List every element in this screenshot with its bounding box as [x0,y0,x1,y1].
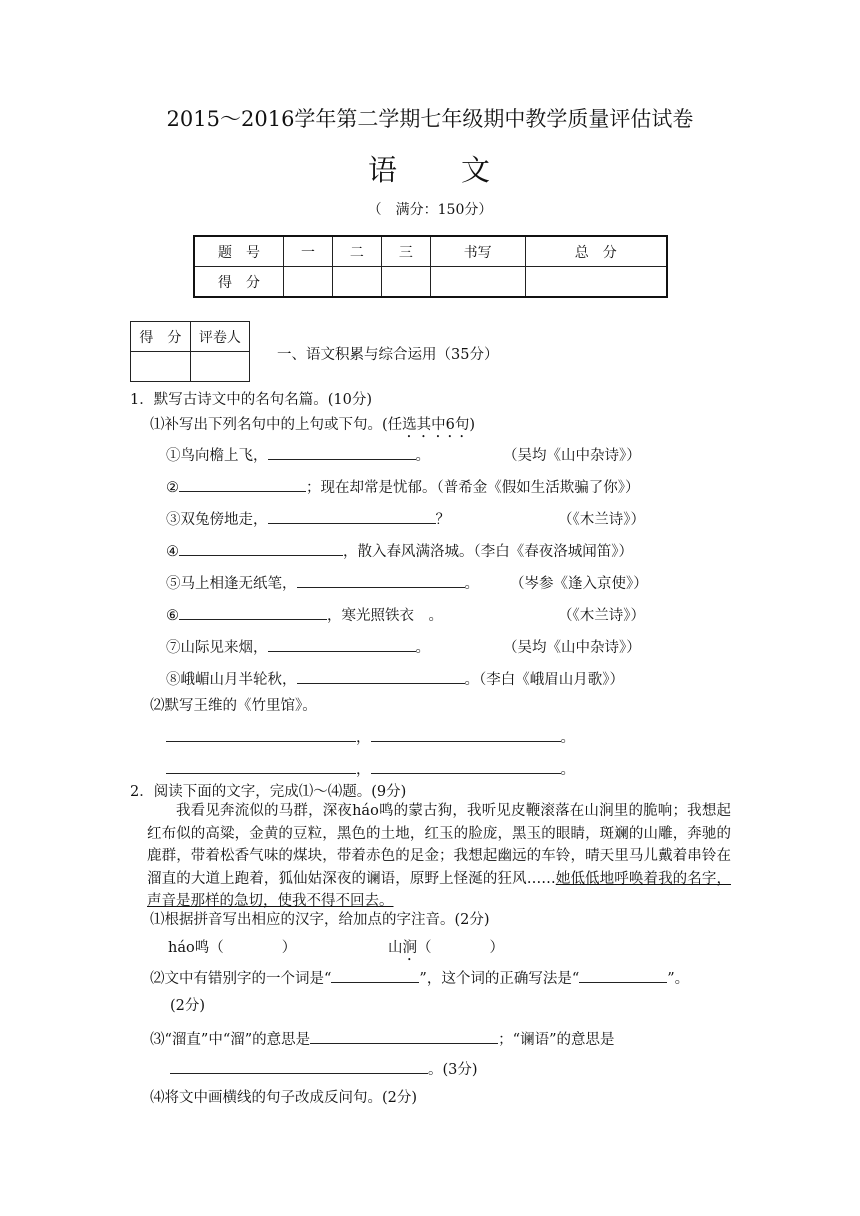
q2-stem: 2．阅读下面的文字，完成⑴～⑷题。(9分) [130,784,407,800]
q2-sub4: ⑷将文中画横线的句子改成反问句。(2分) [150,1090,418,1106]
answer-blank[interactable] [179,541,343,556]
pinyin-answer-box: （ ） [417,940,504,956]
answer-blank[interactable] [268,509,436,524]
answer-blank[interactable] [166,759,356,774]
dotted-char: 涧 [402,940,417,956]
item-text: ④ [166,544,179,560]
q2-sub2 [150,967,689,988]
item-punct: ？ [435,512,450,528]
grader-name-cell[interactable] [190,352,249,382]
q2-sub2-text: ”，这个词的正确写法是“ [419,971,580,987]
poem-comma: ， [356,730,371,746]
answer-blank[interactable] [268,445,416,460]
score-table-header-cell: 二 [332,236,381,267]
item-text: ② [166,480,179,496]
full-mark-note: （ 满分：150分） [367,202,493,218]
answer-blank[interactable] [371,727,561,742]
answer-blank[interactable] [297,669,465,684]
score-table-score-row [194,267,667,298]
score-cell[interactable] [430,267,525,298]
score-table-header-cell: 三 [381,236,430,267]
q2-sub3-cont [170,1058,478,1079]
item-punct: 。 [415,640,430,656]
score-table-header-cell: 题 号 [194,236,284,267]
answer-blank[interactable] [297,573,465,588]
q2-sub1-blank-a[interactable]: háo鸣（ ） [168,940,297,956]
q1-item-1-source: （吴均《山中杂诗》） [503,448,641,464]
q2-sub1-blank-b[interactable] [388,936,504,964]
q1-sub1-emphasis: 选其中6句 [402,417,470,433]
q1-sub1 [150,413,475,441]
answer-blank[interactable] [166,727,356,742]
poem-comma: ， [356,762,371,778]
answer-blank[interactable] [331,968,419,983]
score-table-header-cell: 总 分 [525,236,667,267]
q1-item-6 [166,604,443,625]
q1-item-3 [166,508,450,529]
item-text: ；现在却常是忧郁。（普希金《假如生活欺骗了你》） [306,480,640,496]
passage-text: 我看见奔流似的马群，深夜háo鸣的蒙古狗，我听见皮鞭滚落在山涧里的脆响；我想起红布似的高粱，金黄的豆粒，黑色的土地，红玉的脸庞，黑玉的眼睛，斑斓的山雕，奔驰的鹿群，带着松香气味的煤块，带着赤色的足金；我想起幽远的车铃，晴天里马儿戴着串铃在溜直的大道上跑着，狐仙姑深夜的谰语，原野上怪涎的狂风…… [147,803,731,887]
answer-blank[interactable] [371,759,561,774]
q1-item-1 [166,444,430,465]
item-text: ⑧峨嵋山月半轮秋， [166,672,297,688]
item-text: ，寒光照铁衣 。 [327,608,443,624]
q1-item-5 [166,572,479,593]
q1-sub1-text: ⑴补写出下列名句中的上句或下句。(任 [150,417,403,433]
score-table-row-label: 得 分 [194,267,284,298]
q1-item-7-source: （吴均《山中杂诗》） [503,640,641,656]
item-punct: 。 [464,576,479,592]
q1-sub1-close: ) [469,417,476,433]
item-text: 。（李白《峨眉山月歌》） [464,672,624,688]
q1-item-8 [166,668,624,689]
exam-title: 2015～2016学年第二学期七年级期中教学质量评估试卷 [166,107,694,131]
item-text: ，散入春风满洛城。（李白《春夜洛城闻笛》） [343,544,633,560]
grader-score-cell[interactable] [131,352,191,382]
section-1-title: 一、语文积累与综合运用（35分） [277,347,499,363]
score-table-header-row [194,236,667,267]
score-cell[interactable] [525,267,667,298]
pinyin-prompt: 山 [388,940,403,956]
q2-sub1: ⑴根据拼音写出相应的汉字，给加点的字注音。(2分) [150,912,490,928]
answer-blank[interactable] [268,637,416,652]
q2-sub3-text: 。(3分) [428,1062,478,1078]
answer-blank[interactable] [170,1059,428,1074]
poem-line-1 [166,726,575,747]
score-cell[interactable] [284,267,333,298]
q2-sub2-text: ⑵文中有错别字的一个词是“ [150,971,332,987]
q1-item-5-source: （岑参《逢入京使》） [510,576,648,592]
grader-name-label: 评卷人 [190,322,249,352]
score-table [193,235,668,298]
item-text: ①鸟向檐上飞， [166,448,268,464]
score-cell[interactable] [332,267,381,298]
q1-item-6-source: （《木兰诗》） [558,608,645,624]
item-text: ⑦山际见来烟， [166,640,268,656]
q1-item-2 [166,476,640,497]
subject-title [0,148,860,189]
score-table-header-cell: 书写 [430,236,525,267]
answer-blank[interactable] [579,968,667,983]
grader-table [130,321,250,382]
grader-score-label: 得 分 [131,322,191,352]
passage-underlined-sentence: 她低低地呼唤着我的名字，声音是那样的急切，使我不得不回去。 [147,870,731,909]
q1-sub2: ⑵默写王维的《竹里馆》。 [150,698,317,714]
item-text: ③双兔傍地走， [166,512,268,528]
q2-sub2-score: (2分) [170,998,206,1014]
poem-line-2 [166,758,575,779]
poem-period: 。 [560,762,575,778]
answer-blank[interactable] [179,605,327,620]
q1-stem: 1．默写古诗文中的名句名篇。(10分) [130,392,372,408]
item-text: ⑤马上相逢无纸笔， [166,576,297,592]
q2-sub3 [150,1028,614,1049]
q1-item-7 [166,636,430,657]
score-table-header-cell: 一 [284,236,333,267]
q2-sub2-text: ”。 [667,971,690,987]
subject-char-1: 语 [367,153,399,187]
q1-item-4 [166,540,633,561]
item-text: ⑥ [166,608,179,624]
item-punct: 。 [415,448,430,464]
q2-sub3-text: ⑶“溜直”中“溜”的意思是 [150,1032,311,1048]
q2-passage [147,800,731,913]
subject-char-2: 文 [461,153,493,187]
score-cell[interactable] [381,267,430,298]
poem-period: 。 [560,730,575,746]
q2-sub3-text: ；“谰语”的意思是 [498,1032,615,1048]
answer-blank[interactable] [310,1029,498,1044]
answer-blank[interactable] [179,477,306,492]
q1-item-3-source: （《木兰诗》） [558,512,645,528]
